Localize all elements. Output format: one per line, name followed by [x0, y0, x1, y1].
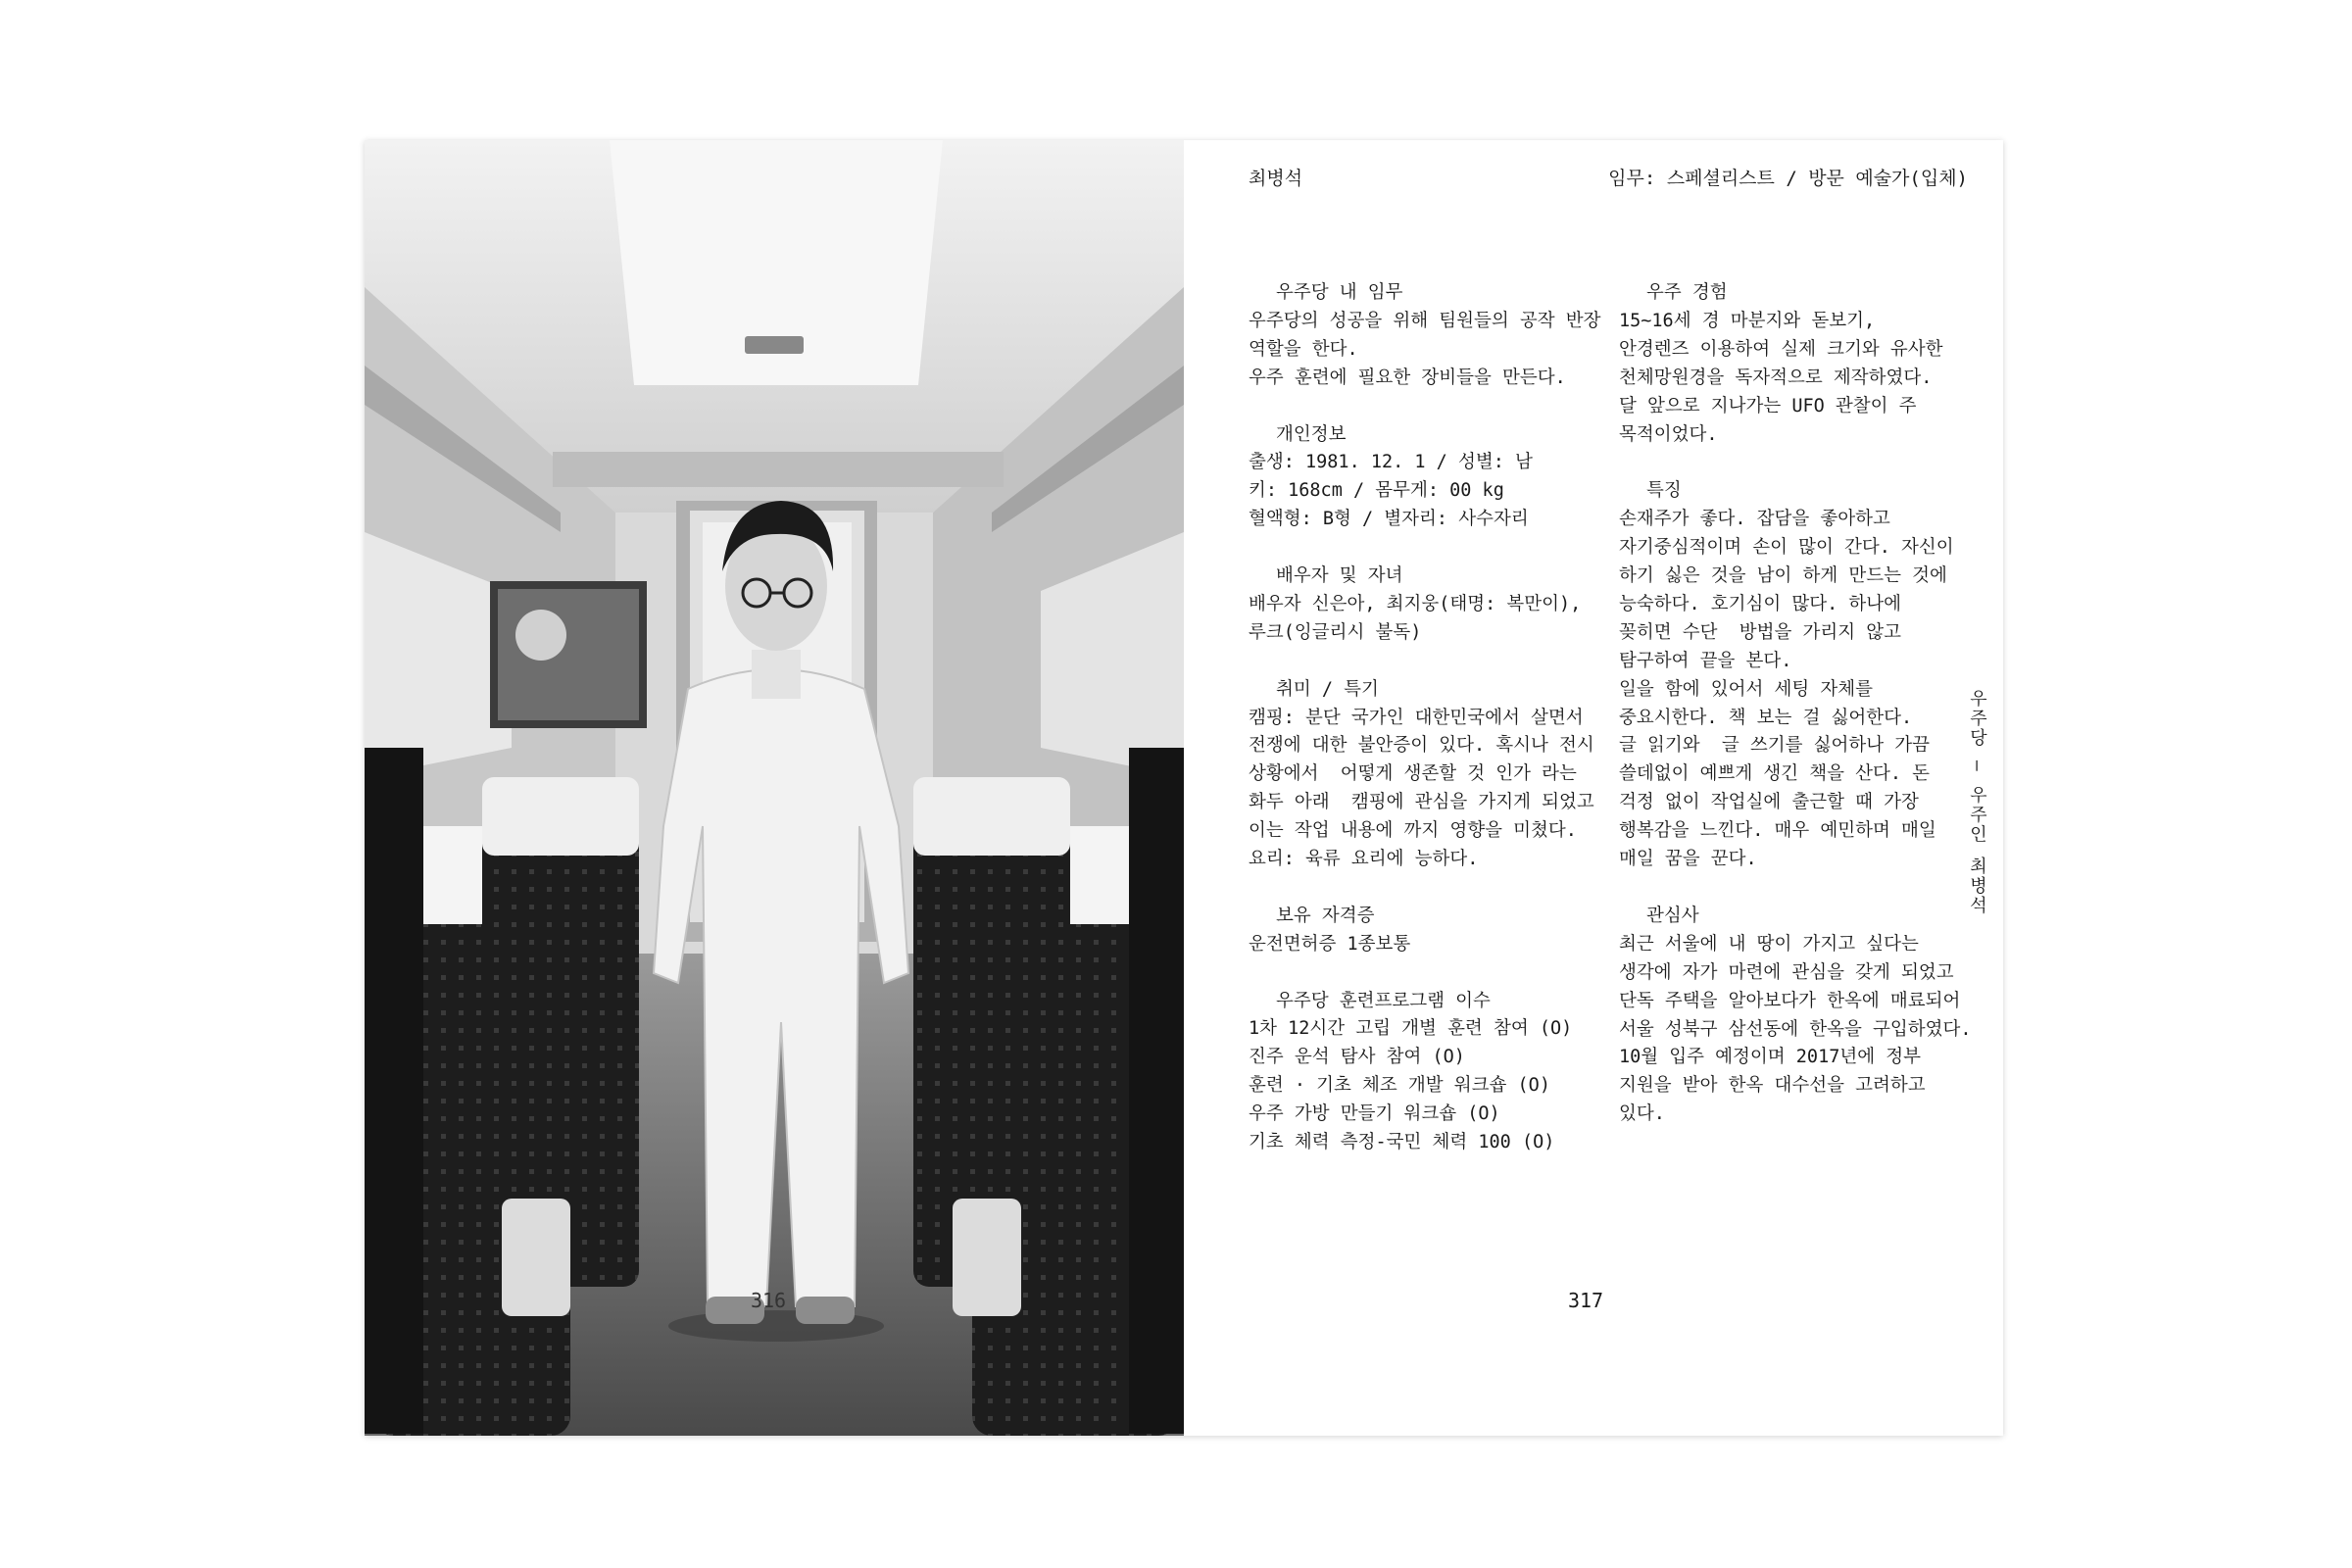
book-spread [365, 140, 2003, 1436]
section-line: 단독 주택을 알아보다가 한옥에 매료되어 [1619, 990, 1961, 1011]
section-title: 보유 자격증 [1276, 905, 1375, 926]
section-line: 화두 아래 캠핑에 관심을 가지게 되었고 [1249, 792, 1594, 813]
section-line: 생각에 자가 마련에 관심을 갖게 되었고 [1619, 961, 1954, 983]
section-gap [1619, 449, 1972, 477]
text-column-right [1619, 279, 1972, 1129]
section-line: 쓸데없이 예쁘게 생긴 책을 산다. 돈 [1619, 763, 1931, 785]
section-line: 우주 훈련에 필요한 장비들을 만든다. [1249, 367, 1566, 388]
section-title: 우주당 내 임무 [1276, 282, 1403, 303]
text-column-left [1249, 279, 1601, 1157]
profile-role: 임무: 스페셜리스트 / 방문 예술가(입체) [1608, 168, 1968, 189]
section-line: 손재주가 좋다. 잡담을 좋아하고 [1619, 509, 1890, 530]
section-line: 글 읽기와 글 쓰기를 싫어하나 가끔 [1619, 735, 1931, 757]
photo-illustration [365, 140, 1184, 1436]
page-number-right: 317 [1567, 1289, 1604, 1312]
section-line: 혈액형: B형 / 별자리: 사수자리 [1249, 509, 1529, 530]
section-line: 매일 꿈을 꾼다. [1619, 849, 1757, 870]
section-line: 이는 작업 내용에 까지 영향을 미쳤다. [1249, 820, 1577, 842]
section-gap [1249, 648, 1601, 676]
section-line: 역할을 한다. [1249, 338, 1358, 360]
section-line: 최근 서울에 내 땅이 가지고 싶다는 [1619, 933, 1919, 955]
section-line: 1차 12시간 고립 개별 훈련 참여 (O) [1249, 1018, 1573, 1040]
section-line: 배우자 신은아, 최지웅(태명: 복만이), [1249, 593, 1582, 614]
section-line: 지원을 받아 한옥 대수선을 고려하고 [1619, 1075, 1926, 1097]
section-line: 우주 가방 만들기 워크숍 (O) [1249, 1103, 1500, 1125]
section-line: 하기 싫은 것을 남이 하게 만드는 것에 [1619, 565, 1947, 587]
section-title: 배우자 및 자녀 [1276, 565, 1403, 587]
section-line: 능숙하다. 호기심이 많다. 하나에 [1619, 593, 1902, 614]
section-line: 자기중심적이며 손이 많이 간다. 자신이 [1619, 537, 1954, 559]
section-line: 일을 함에 있어서 세팅 자체를 [1619, 678, 1874, 700]
section-line: 행복감을 느낀다. 매우 예민하며 매일 [1619, 820, 1936, 842]
section-line: 요리: 육류 요리에 능하다. [1249, 849, 1479, 870]
section-line: 우주당의 성공을 위해 팀원들의 공작 반장 [1249, 310, 1601, 331]
section-line: 탐구하여 끝을 본다. [1619, 650, 1792, 671]
section-line: 있다. [1619, 1103, 1665, 1125]
section-line: 서울 성북구 삼선동에 한옥을 구입하였다. [1619, 1018, 1972, 1040]
section-gap [1249, 874, 1601, 903]
section-line: 15~16세 경 마분지와 돋보기, [1619, 310, 1876, 331]
section-line: 운전면허증 1종보통 [1249, 933, 1411, 955]
section-line: 진주 운석 탐사 참여 (O) [1249, 1047, 1465, 1068]
section-line: 달 앞으로 지나가는 UFO 관찰이 주 [1619, 395, 1917, 416]
page-number-left: 316 [750, 1289, 787, 1312]
section-gap [1249, 393, 1601, 421]
section-line: 상황에서 어떻게 생존할 것 인가 라는 [1249, 763, 1577, 785]
section-title: 관심사 [1646, 905, 1699, 926]
section-gap [1249, 534, 1601, 563]
section-line: 천체망원경을 독자적으로 제작하였다. [1619, 367, 1933, 388]
train-portrait-photo [365, 140, 1184, 1436]
profile-text-page [1184, 140, 2003, 1436]
section-title: 특징 [1646, 480, 1682, 502]
section-line: 중요시한다. 책 보는 걸 싫어한다. [1619, 707, 1913, 728]
section-line: 10월 입주 예정이며 2017년에 정부 [1619, 1047, 1921, 1068]
section-line: 키: 168cm / 몸무게: 00 kg [1249, 480, 1504, 502]
section-title: 개인정보 [1276, 423, 1347, 445]
section-line: 출생: 1981. 12. 1 / 성별: 남 [1249, 452, 1533, 473]
section-gap [1619, 874, 1972, 903]
section-line: 목적이었다. [1619, 423, 1718, 445]
section-title: 취미 / 특기 [1276, 678, 1379, 700]
section-line: 루크(잉글리시 불독) [1249, 621, 1422, 643]
section-title: 우주 경험 [1646, 282, 1728, 303]
section-line: 안경렌즈 이용하여 실제 크기와 유사한 [1619, 338, 1943, 360]
section-line: 기초 체력 측정-국민 체력 100 (O) [1249, 1132, 1555, 1153]
section-line: 전쟁에 대한 불안증이 있다. 혹시나 전시 [1249, 735, 1594, 757]
profile-name: 최병석 [1249, 168, 1303, 189]
section-line: 훈련 · 기초 체조 개발 워크숍 (O) [1249, 1075, 1550, 1097]
running-title-vertical: 우주당 — 우주인 최병석 [1967, 689, 1987, 916]
section-line: 캠핑: 분단 국가인 대한민국에서 살면서 [1249, 707, 1584, 728]
section-gap [1249, 959, 1601, 988]
section-line: 걱정 없이 작업실에 출근할 때 가장 [1619, 792, 1919, 813]
section-title: 우주당 훈련프로그램 이수 [1276, 990, 1491, 1011]
section-line: 꽂히면 수단 방법을 가리지 않고 [1619, 621, 1902, 643]
